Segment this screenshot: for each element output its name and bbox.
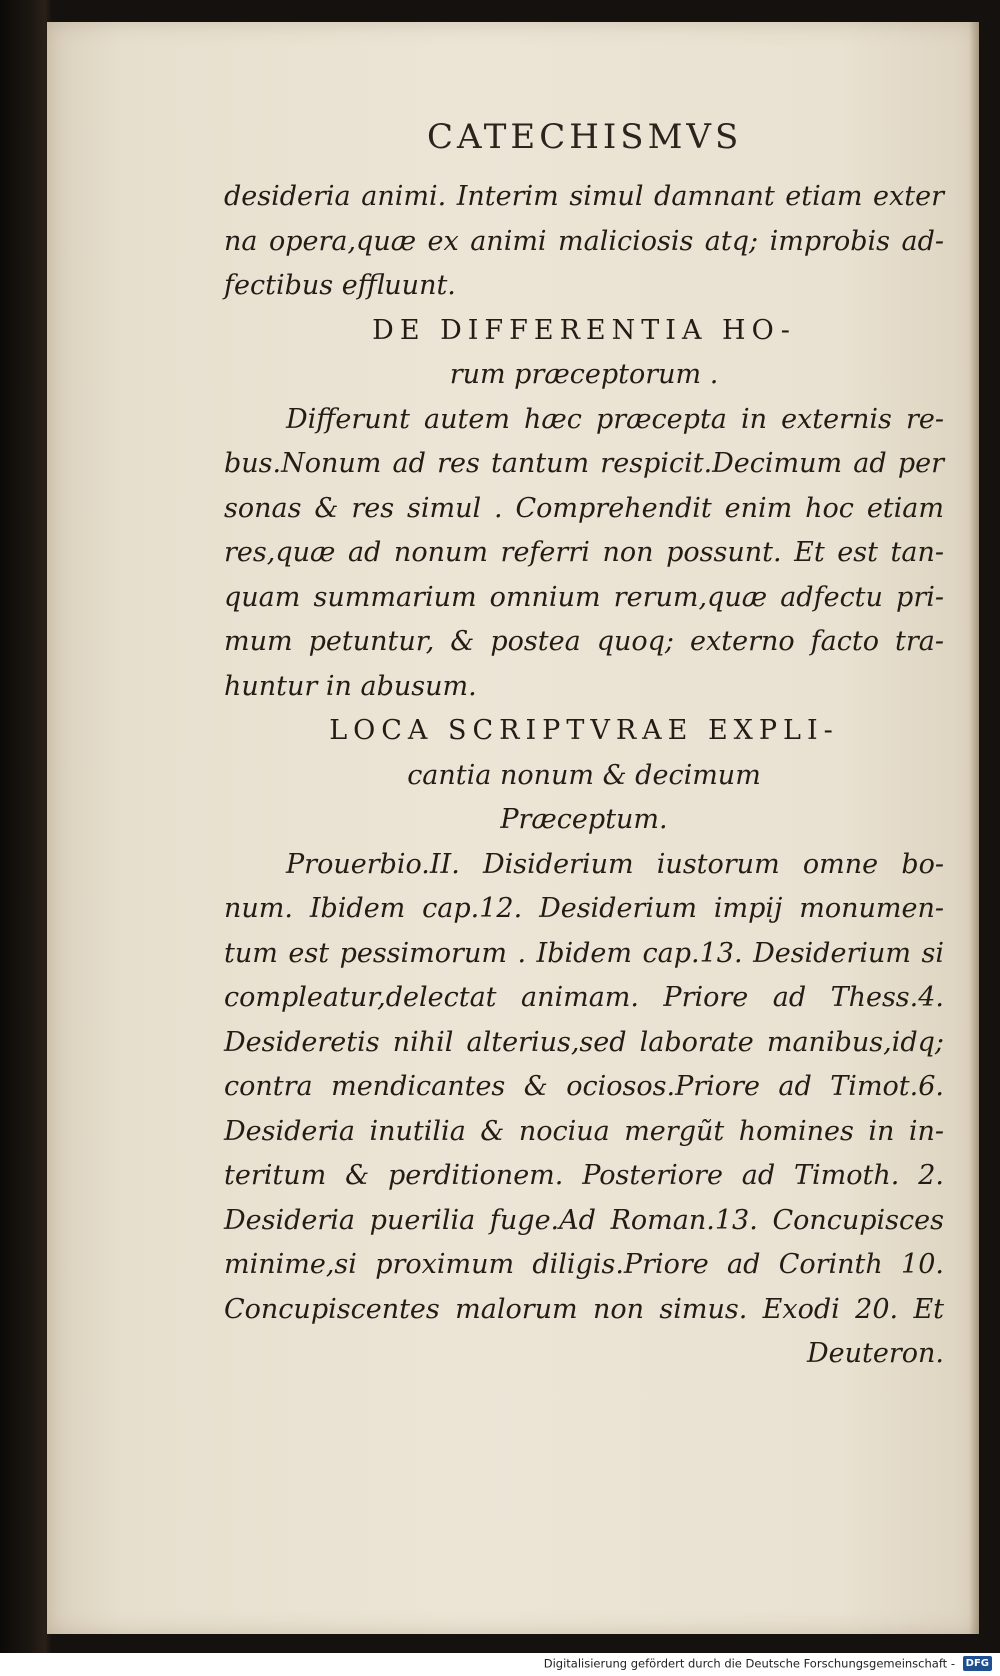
- text-line: num. Ibidem cap.12. Desiderium impij monumen-: [224, 893, 944, 924]
- text-line: tum est pessimorum . Ibidem cap.13. Desiderium si: [224, 937, 944, 969]
- catchword: Deuteron.: [807, 1338, 944, 1369]
- page-text: [224, 175, 944, 1377]
- text-line: fectibus effluunt.: [224, 270, 456, 301]
- text-line: sonas & res simul . Comprehendit enim hoc etiam: [224, 492, 944, 524]
- text-line: teritum & perditionem. Posteriore ad Timoth. 2.: [224, 1160, 944, 1191]
- text-line: Differunt autem hæc præcepta in externis re-: [286, 403, 944, 435]
- footer-bar: [0, 1653, 1000, 1676]
- text-line: contra mendicantes & ociosos.Priore ad Timot.6.: [224, 1071, 944, 1102]
- text-line: Desideria inutilia & nociua mergũt homines in in-: [224, 1115, 944, 1147]
- text-line: bus.Nonum ad res tantum respicit.Decimum ad per: [224, 448, 944, 479]
- dfg-logo: DFG: [963, 1656, 992, 1671]
- section-heading-continued: cantia nonum & decimum: [407, 759, 761, 791]
- funding-credit-text: Digitalisierung gefördert durch die Deutsche Forschungsgemeinschaft -: [543, 1656, 955, 1671]
- text-line: minime,si proximum diligis.Priore ad Corinth 10.: [224, 1249, 944, 1280]
- text-line: na opera,quæ ex animi maliciosis atq; improbis ad-: [224, 225, 944, 257]
- running-header: CATECHISMVS: [427, 117, 743, 157]
- section-heading-continued: rum præceptorum .: [449, 359, 719, 390]
- funding-credit: [544, 1656, 992, 1671]
- text-line: Concupiscentes malorum non simus. Exodi 20. Et: [224, 1293, 944, 1325]
- page-edge-shadow: [969, 22, 979, 1634]
- text-line: res,quæ ad nonum referri non possunt. Et est tan-: [224, 537, 944, 568]
- section-heading: DE DIFFERENTIA HO-: [372, 314, 796, 346]
- text-line: Prouerbio.II. Disiderium iustorum omne bo-: [286, 848, 944, 880]
- section-heading: LOCA SCRIPTVRAE EXPLI-: [329, 715, 839, 746]
- section-heading-continued: Præceptum.: [500, 804, 668, 835]
- text-line: quam summarium omnium rerum,quæ adfectu pri-: [224, 581, 944, 613]
- book-page: [47, 22, 979, 1634]
- text-line: Desideretis nihil alterius,sed laborate manibus,idq;: [224, 1026, 944, 1058]
- text-line: mum petuntur, & postea quoq; externo facto tra-: [224, 626, 944, 657]
- text-line: Desideria puerilia fuge.Ad Roman.13. Concupisces: [224, 1204, 944, 1236]
- text-line: huntur in abusum.: [224, 670, 477, 702]
- text-line: desideria animi. Interim simul damnant etiam exter: [224, 181, 944, 212]
- text-line: compleatur,delectat animam. Priore ad Thess.4.: [224, 982, 944, 1013]
